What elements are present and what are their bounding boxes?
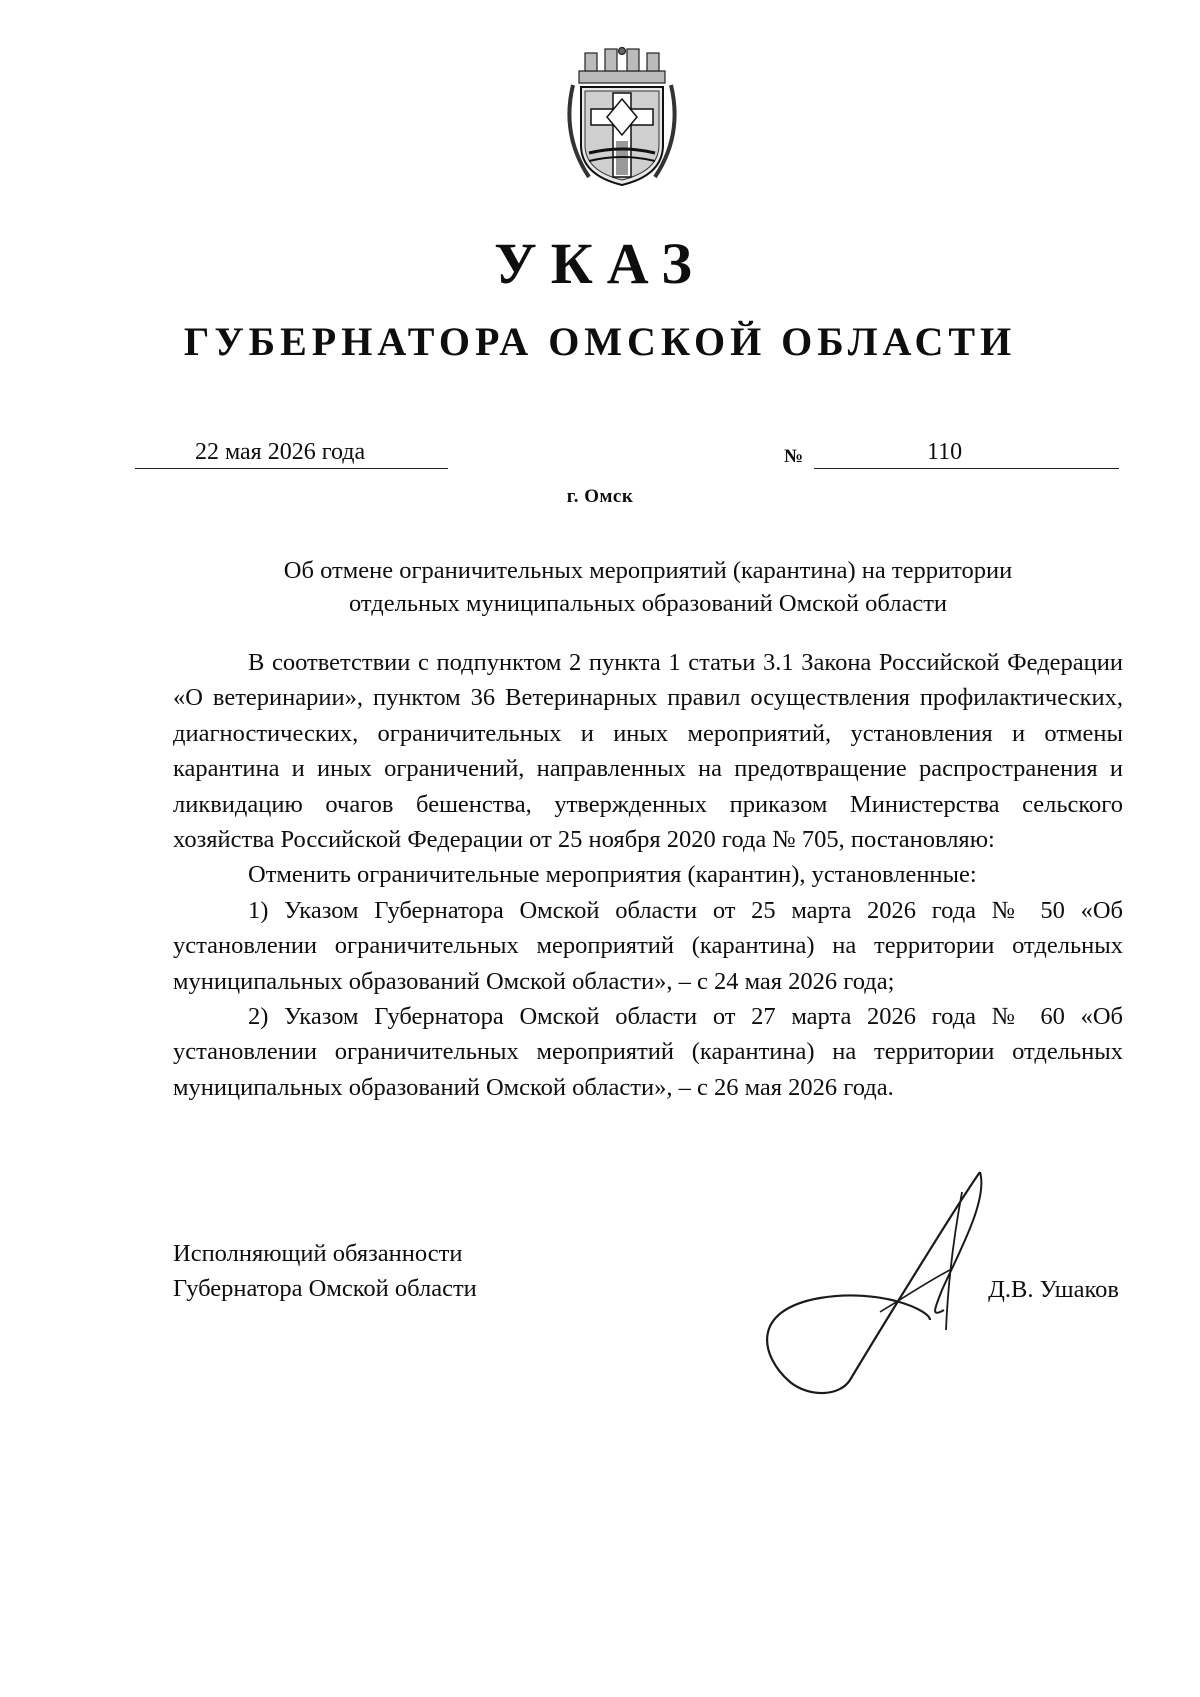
- position-line-2: Губернатора Омской области: [173, 1275, 477, 1302]
- coat-of-arms-icon: [559, 45, 685, 190]
- number-sign: №: [784, 446, 804, 467]
- subject-line-1: Об отмене ограничительных мероприятий (карантина) на территории: [283, 557, 1013, 584]
- position-line-1: Исполняющий обязанности: [173, 1240, 463, 1267]
- decision-paragraph: Отменить ограничительные мероприятия (карантин), установленные:: [248, 861, 977, 889]
- decree-subject: [173, 554, 1123, 620]
- document-number: 110: [927, 439, 963, 465]
- number-field: [814, 436, 1119, 469]
- handwritten-signature: [730, 1160, 1010, 1400]
- city-label: г. Омск: [566, 486, 634, 507]
- decree-body: [173, 645, 1123, 1105]
- signatory-name: Д.В. Ушаков: [988, 1276, 1119, 1303]
- item-1-paragraph: 1) Указом Губернатора Омской области от 25 марта 2026 года № 50 «Об установлении ограничительных мероприятий (карантина) на территории отдельных муниципальных образований Омской области», – с 24 мая 2026 года;: [173, 896, 1123, 995]
- document-date: 22 мая 2026 года: [195, 439, 366, 465]
- document-subtitle: ГУБЕРНАТОРА ОМСКОЙ ОБЛАСТИ: [183, 319, 1017, 364]
- signatory-position: [173, 1236, 477, 1306]
- date-field: [135, 436, 448, 469]
- document-title: УКАЗ: [494, 231, 706, 296]
- item-2-paragraph: 2) Указом Губернатора Омской области от 27 марта 2026 года № 60 «Об установлении ограничительных мероприятий (карантина) на территории отдельных муниципальных образований Омской области», – с 26 мая 2026 года.: [173, 1003, 1123, 1101]
- subject-line-2: отдельных муниципальных образований Омской области: [348, 590, 948, 617]
- preamble-paragraph: В соответствии с подпунктом 2 пункта 1 статьи 3.1 Закона Российской Федерации «О ветеринарии», пунктом 36 Ветеринарных правил осуществления профилактических, диагностических, ограничительных и иных мероприятий, установления и отмены карантина и иных ограничений, направленных на предотвращение распространения и ликвидацию очагов бешенства, утвержденных приказом Министерства сельского хозяйства Российской Федерации от 25 ноября 2020 года № 705, постановляю:: [173, 649, 1123, 854]
